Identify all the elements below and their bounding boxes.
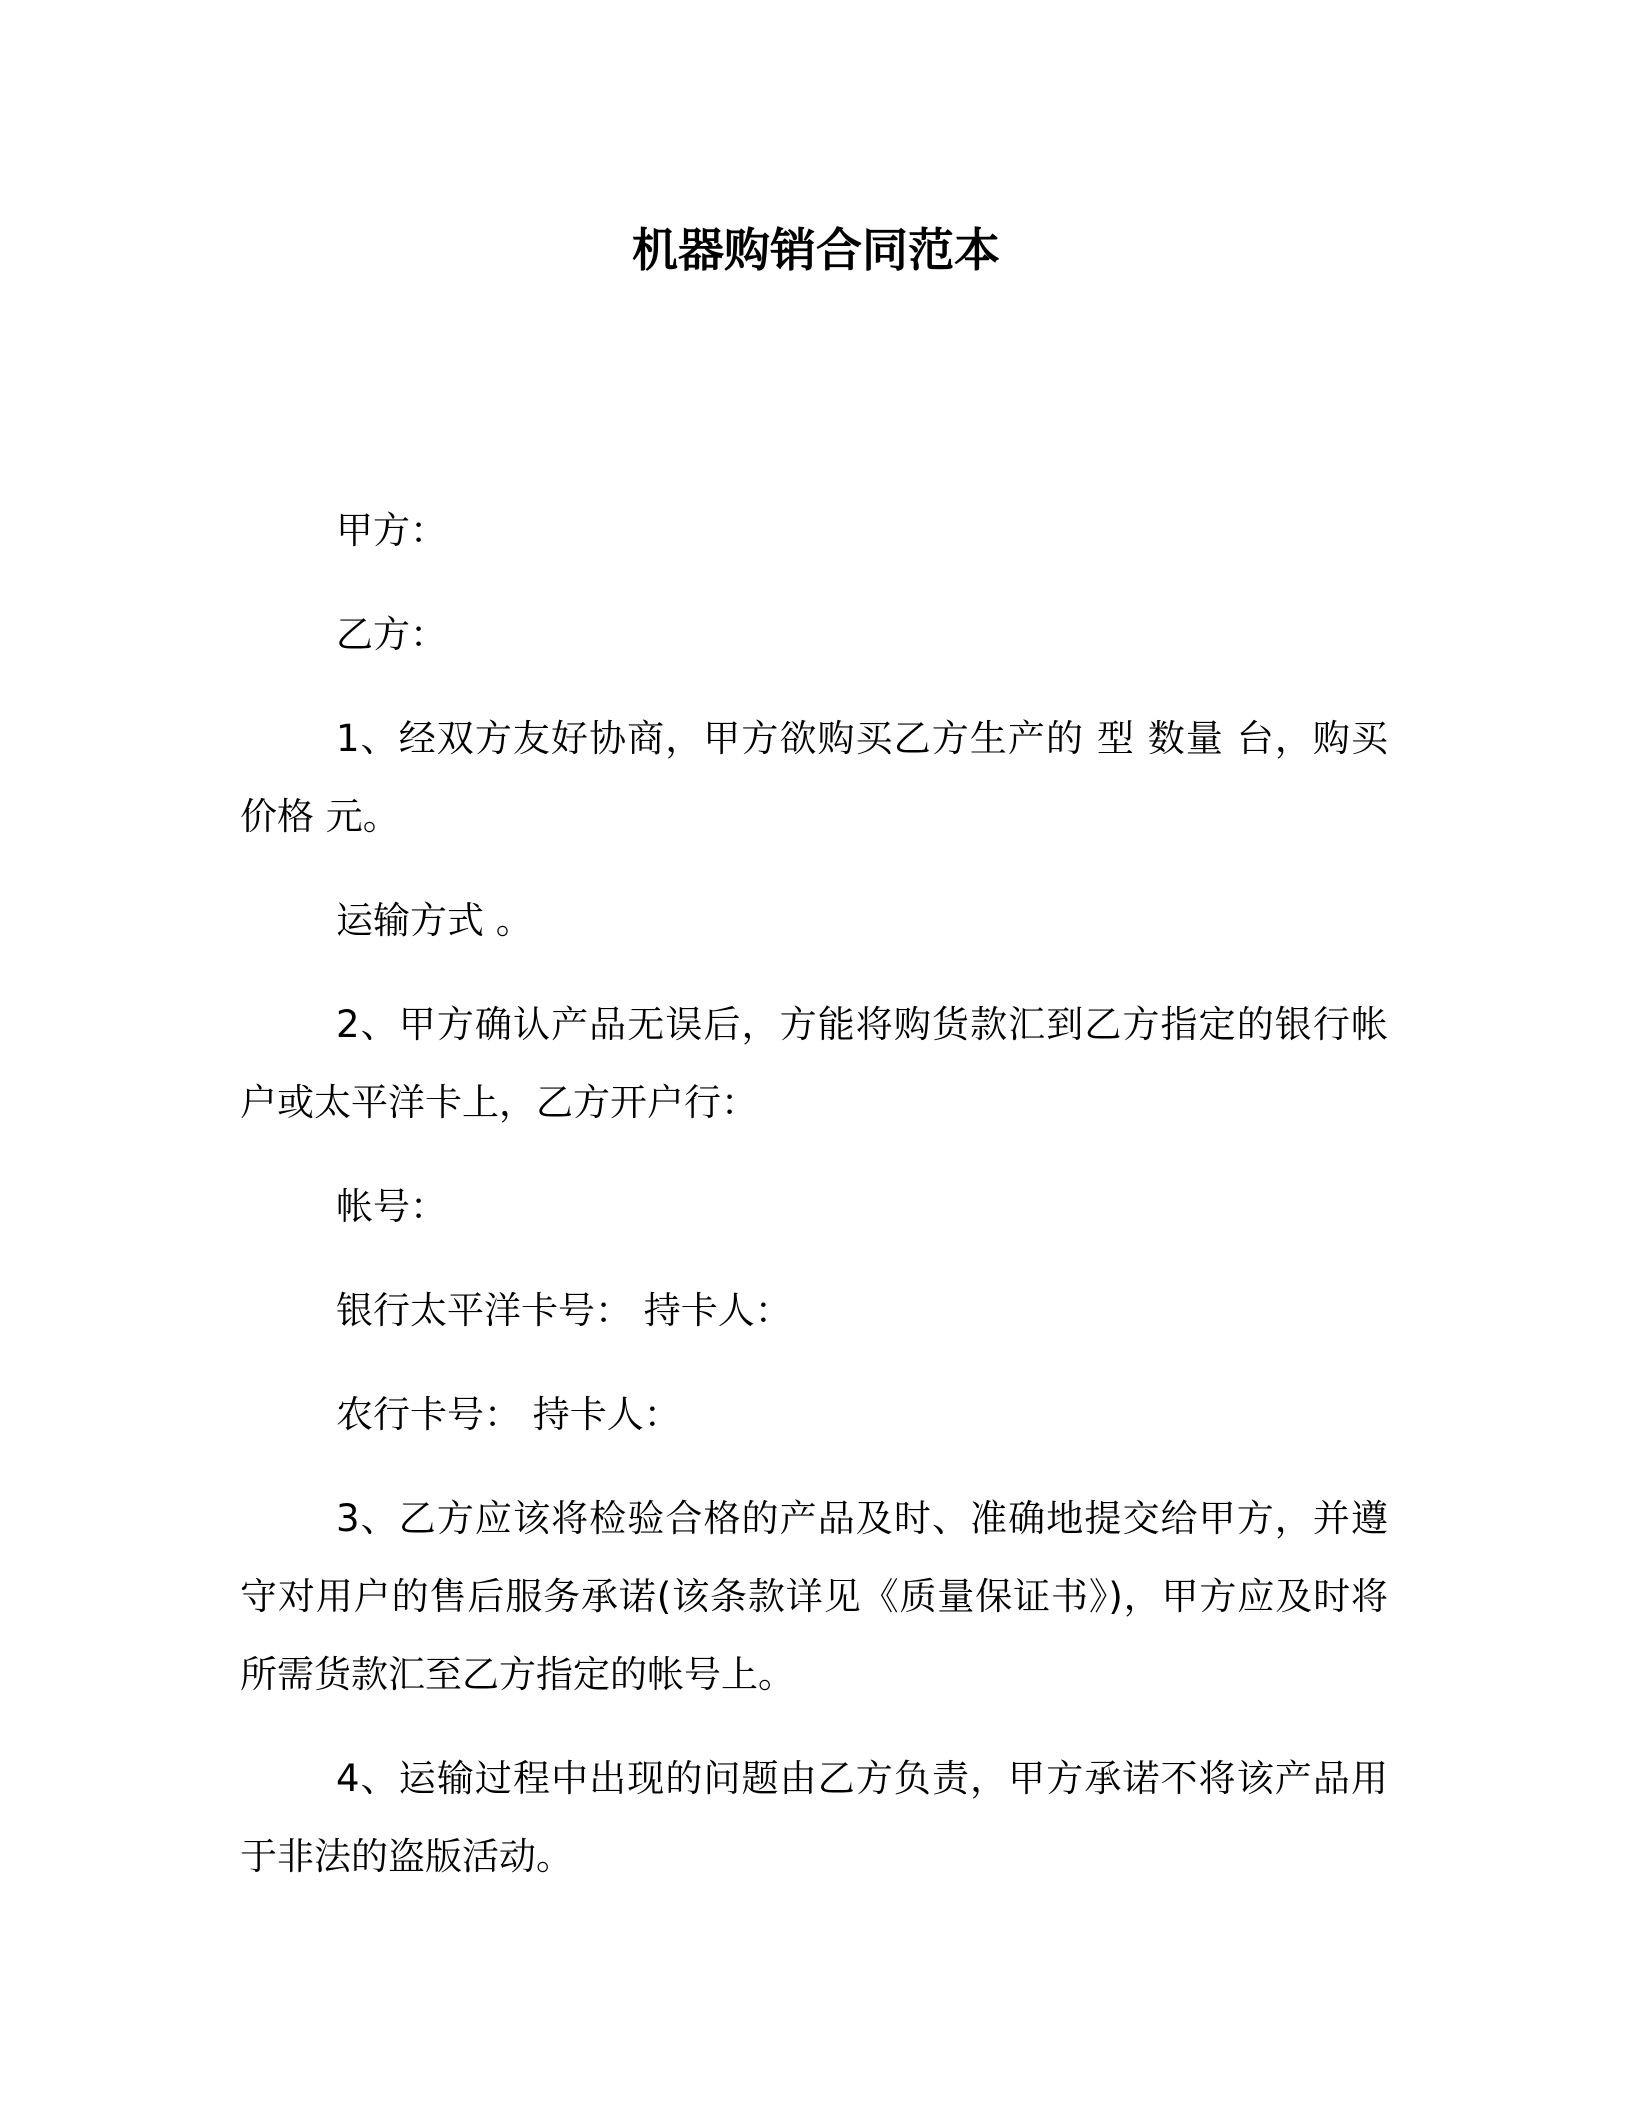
pacific-card-line: 银行太平洋卡号： 持卡人： [336,1289,792,1332]
clause-3: 3、乙方应该将检验合格的产品及时、准确地提交给甲方，并遵守对用户的售后服务承诺(该条款详见《质量保证书》)，甲方应及时将所需货款汇至乙方指定的帐号上。 [240,1497,1388,1696]
party-a-line: 甲方： [336,509,447,552]
party-b-line: 乙方： [336,613,447,656]
document-title: 机器购销合同范本 [632,223,1000,277]
abc-card-line: 农行卡号： 持卡人： [336,1393,681,1436]
clause-1: 1、经双方友好协商，甲方欲购买乙方生产的 型 数量 台，购买价格 元。 [240,717,1388,838]
transport-method: 运输方式 。 [336,899,533,942]
document-body [240,492,1388,1922]
account-number-line: 帐号： [336,1185,447,1228]
clause-2: 2、甲方确认产品无误后，方能将购货款汇到乙方指定的银行帐户或太平洋卡上，乙方开户行： [240,1003,1388,1124]
clause-4: 4、运输过程中出现的问题由乙方负责，甲方承诺不将该产品用于非法的盗版活动。 [240,1757,1388,1878]
